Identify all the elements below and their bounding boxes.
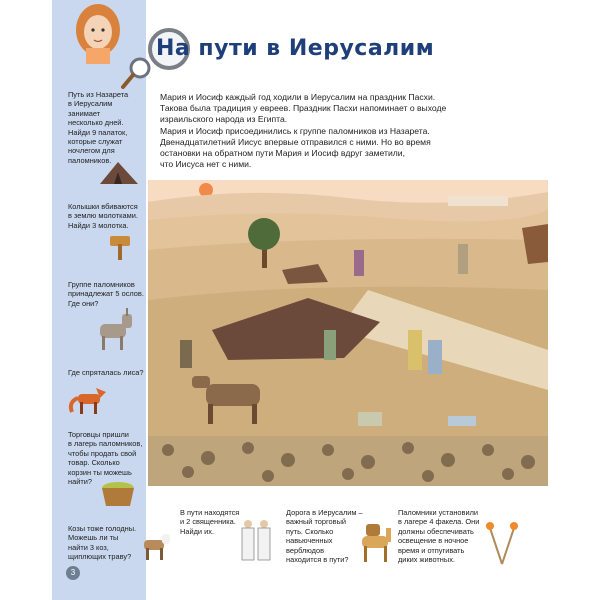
task-line: найти? — [68, 477, 92, 487]
task-line: чтобы продать свой — [68, 448, 137, 458]
task-line: Паломники установили — [398, 508, 479, 517]
task-line: навьюченных — [286, 536, 333, 546]
priests-icon — [238, 516, 274, 564]
task-line: Где спряталась лиса? — [68, 368, 144, 377]
task-goats — [68, 524, 146, 562]
page-number: 3 — [66, 566, 80, 580]
task-line: и 2 священника. — [180, 517, 236, 527]
task-line: товар. Сколько — [68, 458, 120, 468]
task-line: Дорога в Иерусалим – — [286, 508, 363, 517]
task-line: Можешь ли ты — [68, 533, 119, 543]
task-hammers — [68, 202, 146, 230]
intro-line: Мария и Иосиф каждый год ходили в Иерусалим на праздник Пасхи. — [160, 92, 436, 102]
intro-line: Такова была традиция у евреев. Праздник Пасхи напоминает о выходе — [160, 103, 447, 114]
task-line: Найди 3 молотка. — [68, 220, 129, 230]
task-line: верблюдов — [286, 545, 325, 555]
task-line: находится в пути? — [286, 555, 349, 565]
task-line: ночлегом для — [68, 146, 115, 156]
task-line: найти 3 коз, — [68, 542, 109, 552]
task-line: в землю молотками. — [68, 211, 138, 221]
task-tents — [68, 90, 146, 165]
task-line: в Иерусалим занимает — [68, 99, 113, 118]
magnifier-icon — [120, 56, 154, 90]
task-line: должны обеспечивать — [398, 526, 474, 536]
hammer-icon — [104, 232, 138, 262]
torches-icon — [482, 518, 522, 566]
pilgrim-camp-illustration — [148, 180, 548, 486]
task-line: Найди 9 палаток, — [68, 127, 128, 137]
intro-line: остановки на обратном пути Мария и Иосиф вдруг заметили, — [160, 148, 405, 159]
task-line: которые служат — [68, 137, 123, 147]
task-line: диких животных. — [398, 555, 455, 565]
intro-line: израильского народа из Египта. — [160, 114, 288, 125]
task-line: время и отпугивать — [398, 545, 465, 555]
task-line: Козы тоже голодны. — [68, 524, 137, 533]
task-line: важный торговый — [286, 517, 347, 527]
task-line: принадлежат 5 ослов. — [68, 289, 144, 299]
task-line: Колышки вбиваются — [68, 202, 138, 211]
intro-text — [160, 92, 490, 170]
fox-icon — [66, 382, 112, 416]
task-line: несколько дней. — [68, 118, 124, 128]
task-line: освещение в ночное — [398, 536, 469, 546]
tent-icon — [98, 158, 140, 188]
task-line: Группе паломников — [68, 280, 135, 289]
task-line: Путь из Назарета — [68, 90, 129, 99]
camel-icon — [356, 520, 396, 566]
intro-line: Мария и Иосиф присоединились к группе паломников из Назарета. — [160, 125, 430, 136]
intro-line: что Иисуса нет с ними. — [160, 159, 252, 170]
donkey-icon — [90, 308, 140, 354]
basket-icon — [98, 476, 138, 510]
task-line: путь. Сколько — [286, 526, 334, 536]
task-line: паломников. — [68, 155, 112, 165]
task-line: Торговцы пришли — [68, 430, 129, 439]
task-line: Где они? — [68, 298, 99, 308]
task-line: в лагерь паломников, — [68, 439, 143, 449]
task-donkeys — [68, 280, 146, 308]
task-line: В пути находятся — [180, 508, 240, 517]
task-line: Найди их. — [180, 526, 214, 536]
goat-icon — [138, 528, 174, 562]
task-line: корзин ты можешь — [68, 467, 132, 477]
intro-line: Двенадцатилетний Иисус впервые отправился с ними. Но во время — [160, 136, 431, 147]
task-fox — [68, 368, 146, 377]
girl-portrait — [56, 0, 140, 64]
task-line: в лагере 4 факела. Они — [398, 517, 480, 527]
task-line: щиплющих траву? — [68, 552, 132, 562]
page-title: На пути в Иерусалим — [156, 36, 435, 61]
